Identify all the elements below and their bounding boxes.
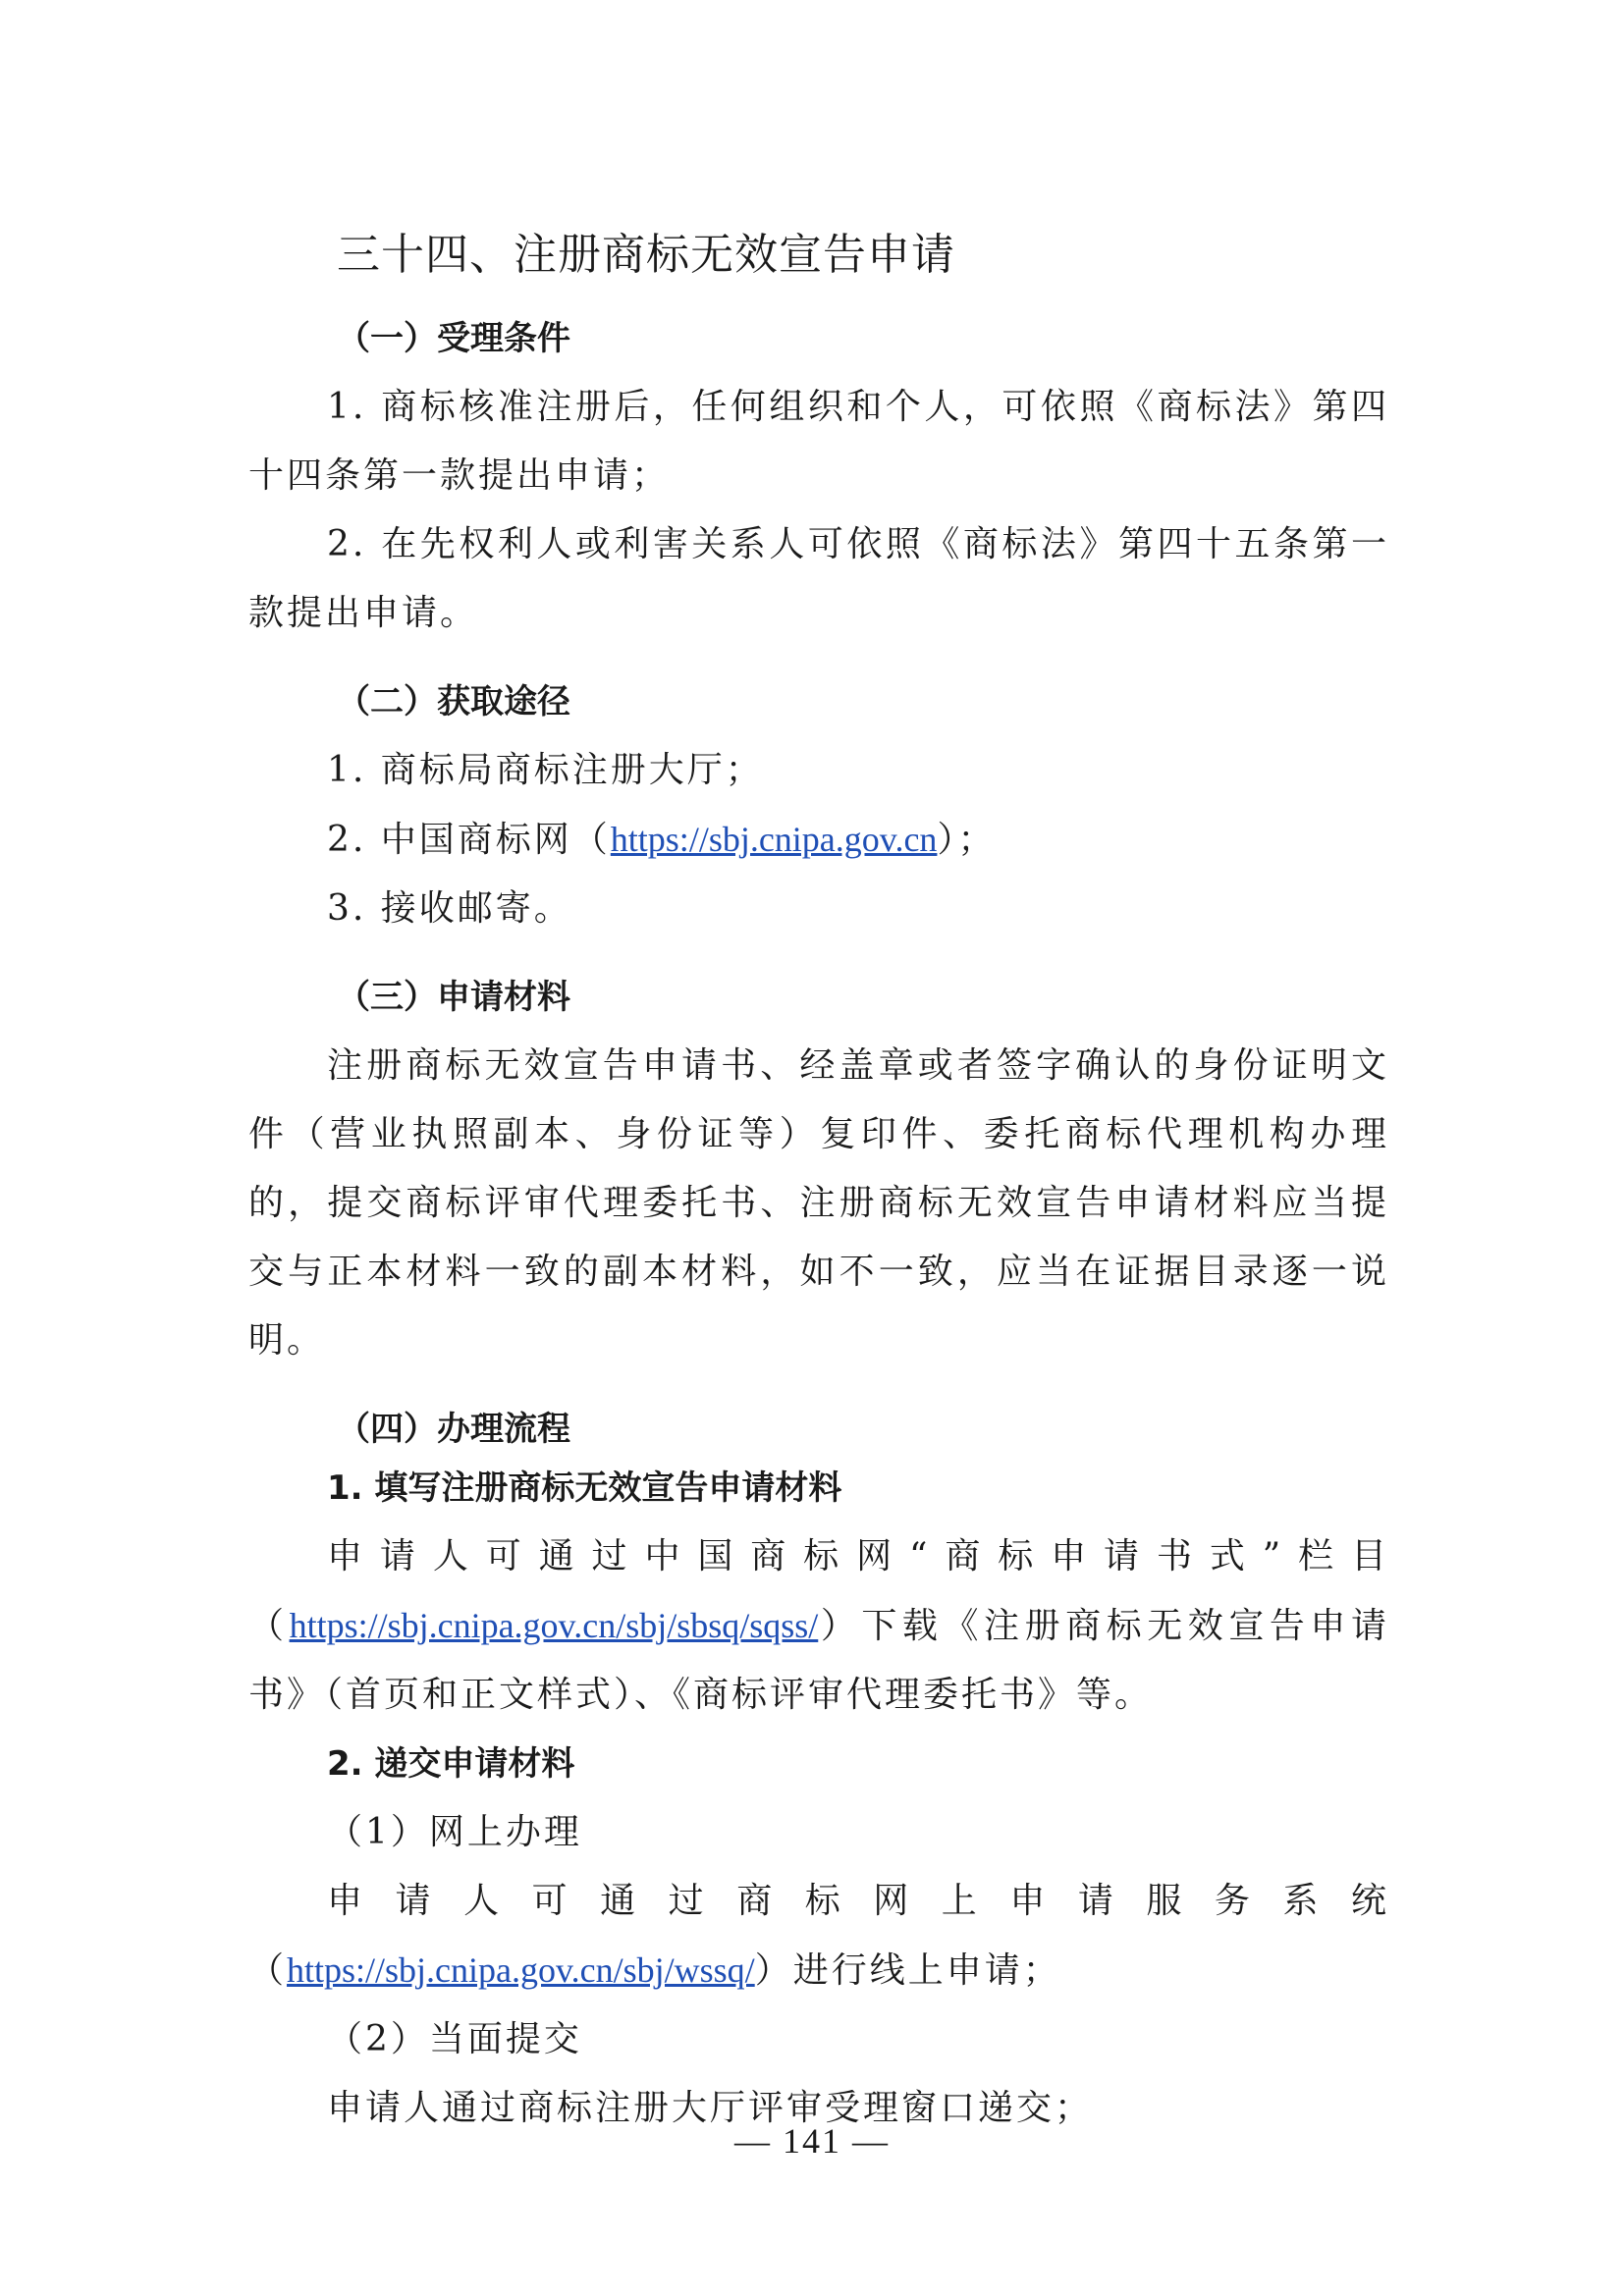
section-heading-conditions: （一）受理条件: [337, 319, 570, 358]
page-number: — 141 —: [734, 2121, 890, 2161]
online-suffix: ）进行线上申请；: [754, 1950, 1061, 1991]
conditions-item-1: 1. 商标核准注册后，任何组织和个人，可依照《商标法》第四十四条第一款提出申请；: [248, 387, 1389, 496]
section-heading-materials: （三）申请材料: [337, 978, 570, 1017]
channels-item-2-prefix: 2. 中国商标网（: [327, 820, 611, 860]
process-step-1-body: [248, 1522, 1389, 1730]
section-heading-channels: （二）获取途径: [337, 682, 570, 721]
channels-item-2: [248, 805, 1389, 875]
process-step-1-prefix: 申请人可通过中国商标网“商标申请书式”栏目（: [248, 1536, 1389, 1646]
online-label: （1）网上办理: [327, 1812, 582, 1852]
materials-body: 注册商标无效宣告申请书、经盖章或者签字确认的身份证明文件（营业执照副本、身份证等）复印件、委托商标代理机构办理的，提交商标评审代理委托书、注册商标无效宣告申请材料应当提交与正本材料一致的副本材料，如不一致，应当在证据目录逐一说明。: [248, 1045, 1389, 1361]
page-title: 三十四、注册商标无效宣告申请: [337, 230, 955, 280]
document-page: [248, 226, 1389, 2143]
application-forms-link[interactable]: https://sbj.cnipa.gov.cn/sbj/sbsq/sqss/: [289, 1606, 819, 1645]
process-step-1-suffix: ）下载《注册商标无效宣告申请书》（首页和正文样式）、《商标评审代理委托书》等。: [248, 1606, 1389, 1715]
channels-item-3: 3. 接收邮寄。: [327, 888, 572, 929]
conditions-item-2: 2. 在先权利人或利害关系人可依照《商标法》第四十五条第一款提出申请。: [248, 524, 1389, 633]
section-heading-process: （四）办理流程: [337, 1410, 570, 1449]
channels-item-1: 1. 商标局商标注册大厅；: [327, 750, 764, 790]
cnipa-home-link[interactable]: https://sbj.cnipa.gov.cn: [610, 820, 938, 859]
channels-item-2-suffix: ）；: [937, 820, 997, 860]
in-person-body: 申请人通过商标注册大厅评审受理窗口递交；: [327, 2088, 1094, 2128]
in-person-label: （2）当面提交: [327, 2019, 582, 2059]
process-step-1-heading: 1. 填写注册商标无效宣告申请材料: [327, 1468, 842, 1508]
online-body: [248, 1867, 1389, 2005]
process-step-2-heading: 2. 递交申请材料: [327, 1744, 575, 1784]
online-service-link[interactable]: https://sbj.cnipa.gov.cn/sbj/wssq/: [287, 1950, 755, 1990]
online-prefix: 申请人可通过商标网上申请服务系统（: [248, 1881, 1389, 1991]
